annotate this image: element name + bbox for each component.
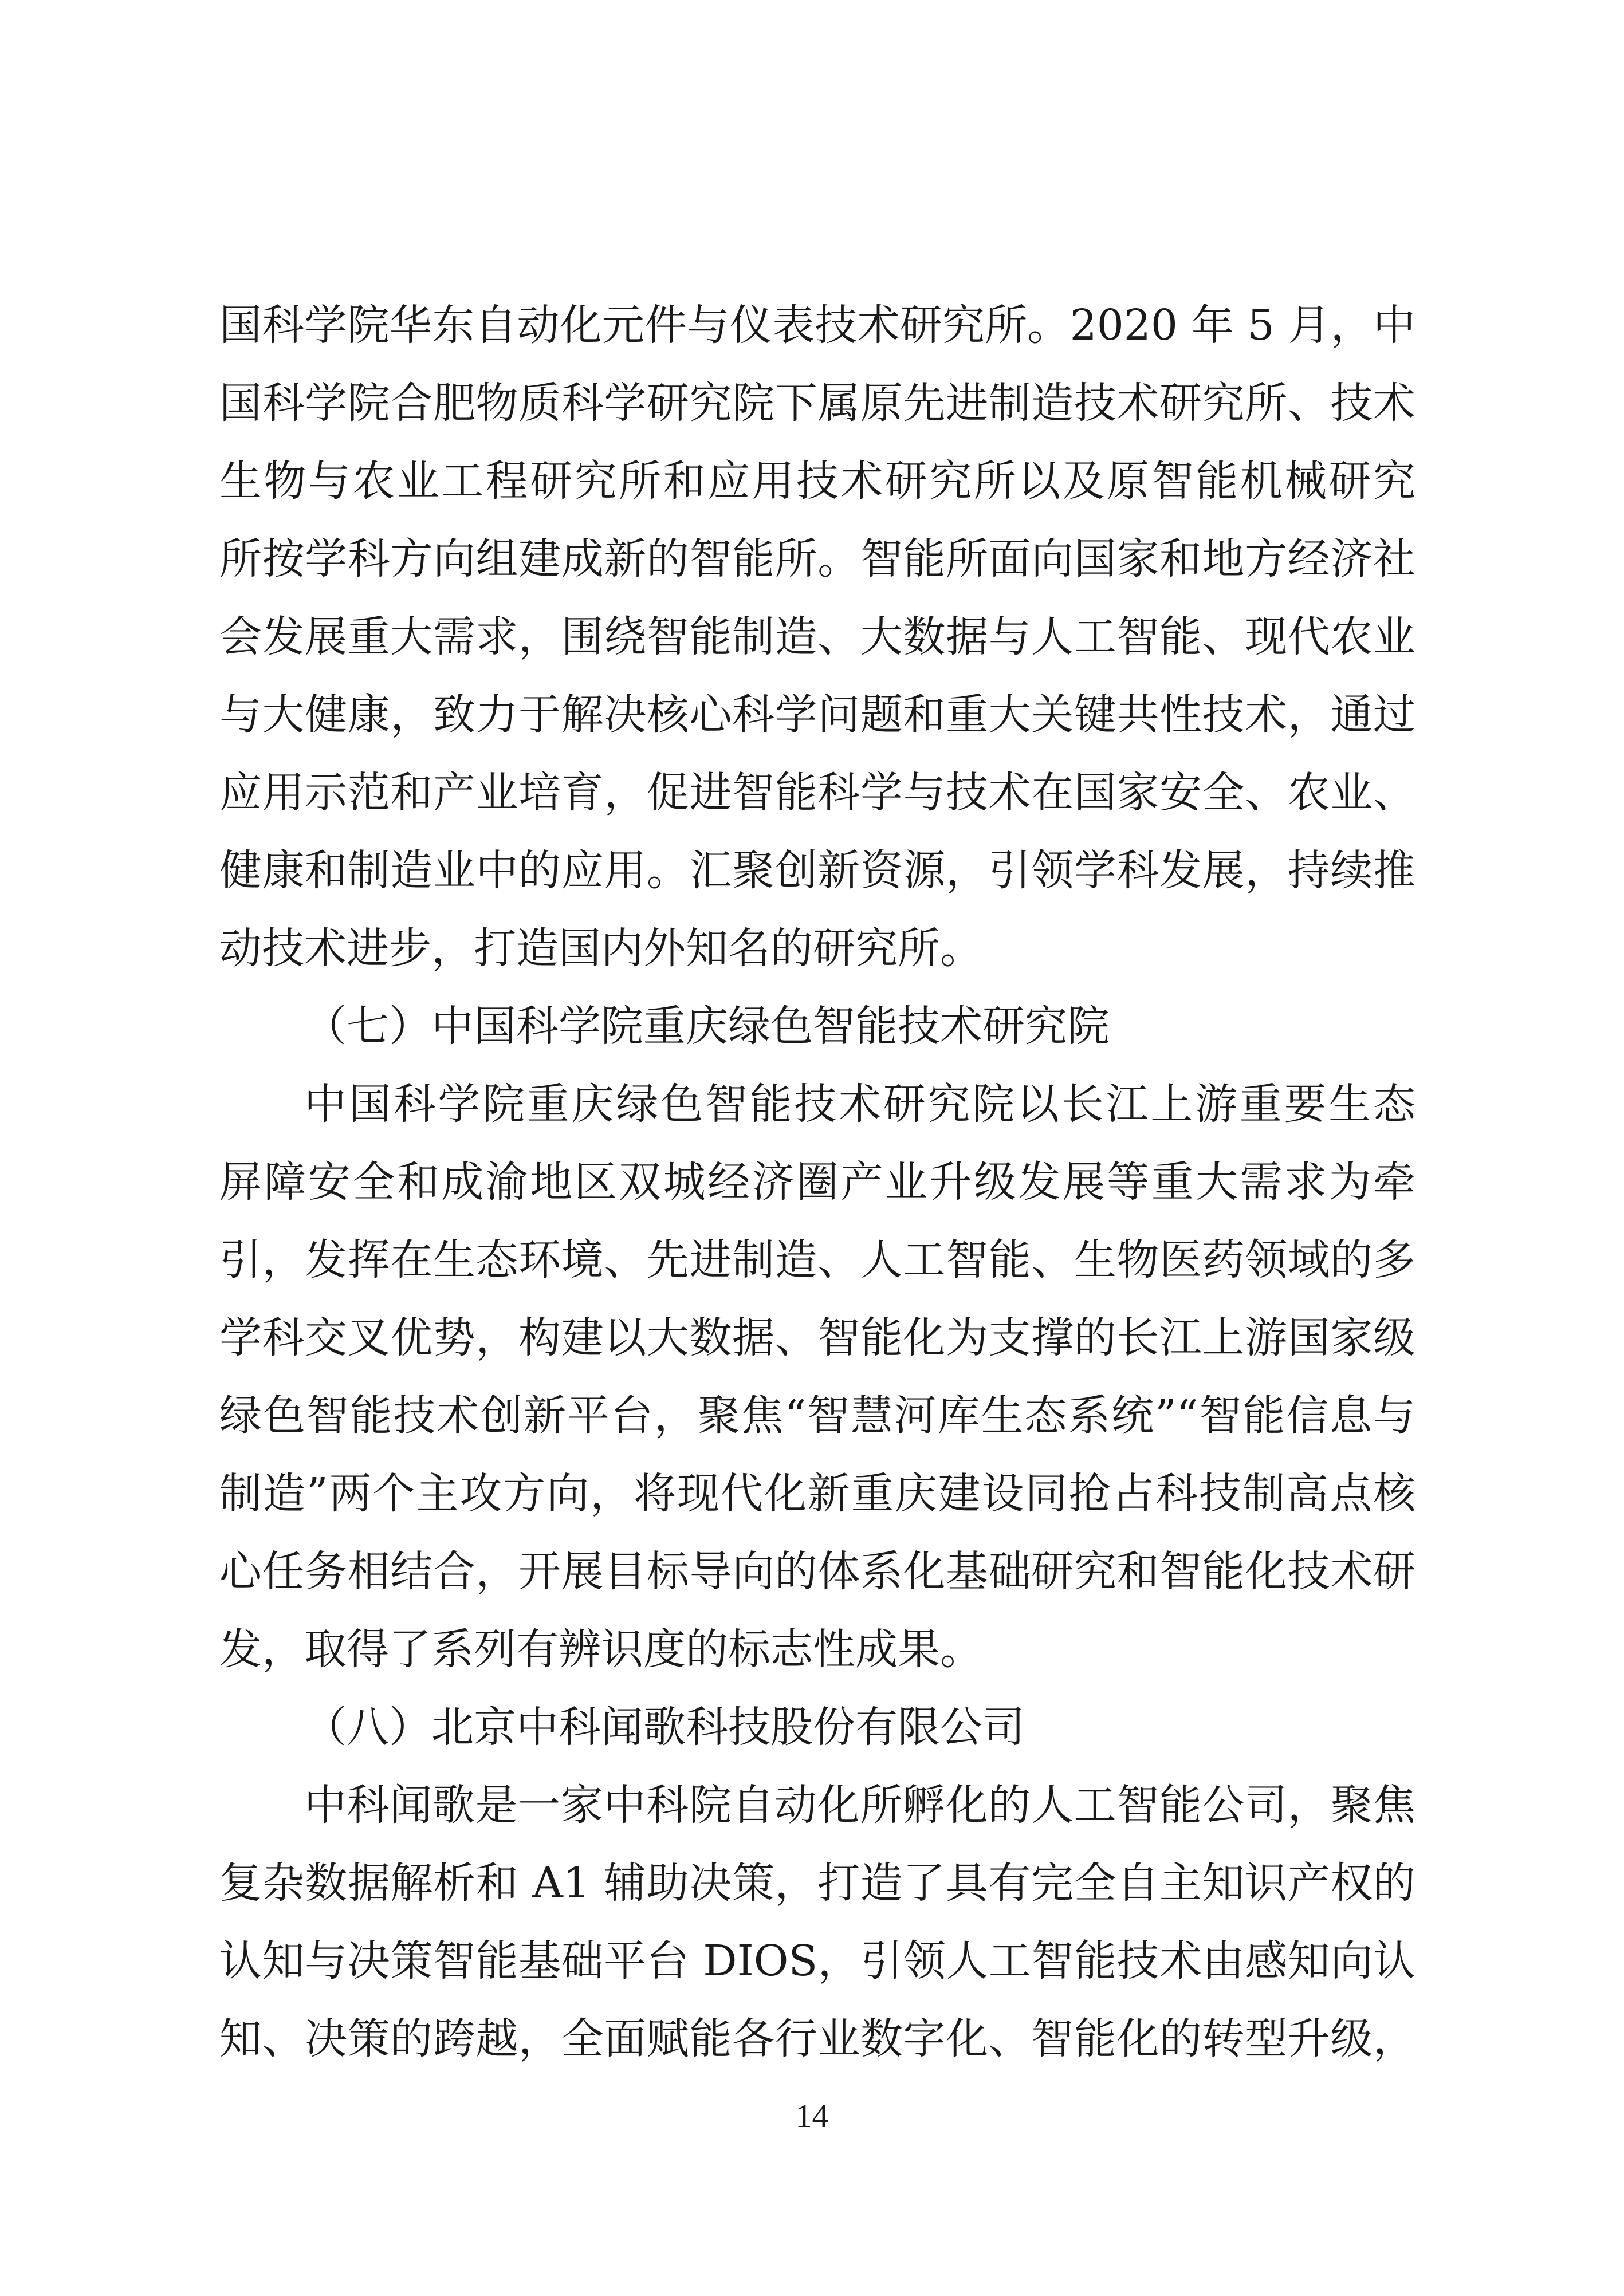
text-line: 引，发挥在生态环境、先进制造、人工智能、生物医药领域的多 bbox=[219, 1235, 1415, 1285]
text-line: 绿色智能技术创新平台，聚焦“智慧河库生态系统”“智能信息与 bbox=[219, 1391, 1415, 1440]
paragraph bbox=[219, 1766, 1415, 2078]
text-line: 复杂数据解析和 A1 辅助决策，打造了具有完全自主知识产权的 bbox=[219, 1858, 1415, 1908]
text-line: 应用示范和产业培育，促进智能科学与技术在国家安全、农业、 bbox=[219, 768, 1415, 817]
text-line: 与大健康，致力于解决核心科学问题和重大关键共性技术，通过 bbox=[219, 690, 1415, 739]
text-line: 屏障安全和成渝地区双城经济圈产业升级发展等重大需求为牵 bbox=[219, 1157, 1415, 1207]
text-line: 健康和制造业中的应用。汇聚创新资源，引领学科发展，持续推 bbox=[219, 846, 1415, 895]
text-line: 生物与农业工程研究所和应用技术研究所以及原智能机械研究 bbox=[219, 456, 1415, 506]
paragraph bbox=[219, 1065, 1415, 1688]
section-heading: （七）中国科学院重庆绿色智能技术研究院 bbox=[304, 1002, 1110, 1051]
text-line: 认知与决策智能基础平台 DIOS，引领人工智能技术由感知向认 bbox=[219, 1936, 1415, 1986]
text-line: 国科学院合肥物质科学研究院下属原先进制造技术研究所、技术 bbox=[219, 379, 1415, 428]
section-heading: （八）北京中科闻歌科技股份有限公司 bbox=[304, 1703, 1025, 1752]
text-line: 心任务相结合，开展目标导向的体系化基础研究和智能化技术研 bbox=[219, 1547, 1415, 1596]
page-number: 14 bbox=[795, 2097, 829, 2134]
text-line: 知、决策的跨越，全面赋能各行业数字化、智能化的转型升级， bbox=[219, 2014, 1415, 2063]
paragraph bbox=[219, 286, 1415, 987]
page-body bbox=[219, 286, 1415, 2078]
text-line: 国科学院华东自动化元件与仪表技术研究所。2020 年 5 月，中 bbox=[219, 301, 1415, 350]
text-line: 所按学科方向组建成新的智能所。智能所面向国家和地方经济社 bbox=[219, 534, 1415, 584]
text-line: 中国科学院重庆绿色智能技术研究院以长江上游重要生态 bbox=[304, 1080, 1415, 1129]
text-line: 动技术进步，打造国内外知名的研究所。 bbox=[219, 924, 982, 973]
text-line: 制造”两个主攻方向，将现代化新重庆建设同抢占科技制高点核 bbox=[219, 1469, 1415, 1518]
text-line: 会发展重大需求，围绕智能制造、大数据与人工智能、现代农业 bbox=[219, 612, 1415, 661]
text-line: 学科交叉优势，构建以大数据、智能化为支撑的长江上游国家级 bbox=[219, 1313, 1415, 1362]
text-line: 中科闻歌是一家中科院自动化所孵化的人工智能公司，聚焦 bbox=[304, 1781, 1415, 1830]
text-line: 发，取得了系列有辨识度的标志性成果。 bbox=[219, 1625, 982, 1674]
